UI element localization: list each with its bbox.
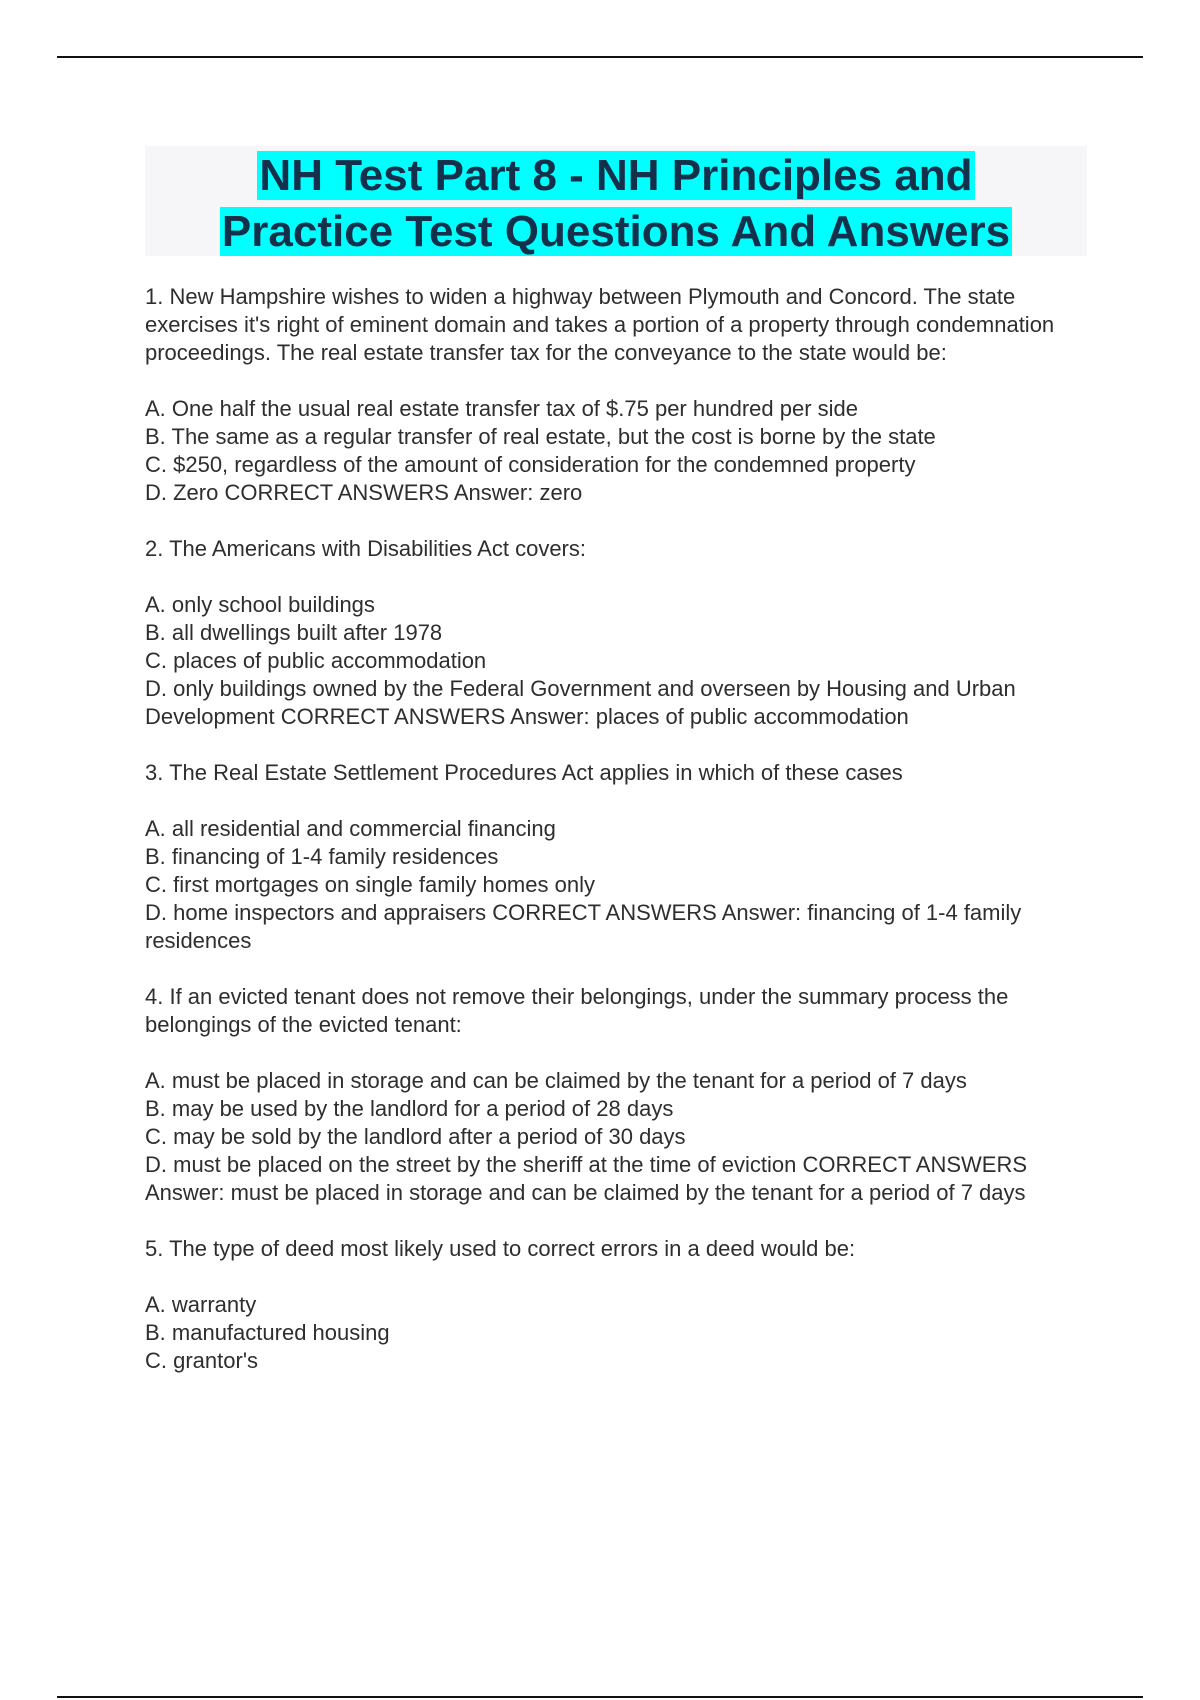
option-a: A. One half the usual real estate transfer tax of $.75 per hundred per side	[145, 396, 858, 421]
option-d: D. must be placed on the street by the sheriff at the time of eviction CORRECT ANSWERS Answer: must be placed in storage and can be claimed by the tenant for a period of 7 days	[145, 1152, 1028, 1205]
option-list	[145, 1291, 1090, 1375]
title-line-2: Practice Test Questions And Answers	[221, 207, 1011, 256]
title-line-1: NH Test Part 8 - NH Principles and	[259, 151, 973, 200]
question-text: 5. The type of deed most likely used to correct errors in a deed would be:	[145, 1236, 856, 1261]
question-text: 1. New Hampshire wishes to widen a highway between Plymouth and Concord. The state exercises it's right of eminent domain and takes a portion of a property through condemnation proceedings. The real estate transfer tax for the conveyance to the state would be:	[145, 284, 1055, 365]
option-b: B. all dwellings built after 1978	[145, 620, 443, 645]
bottom-rule	[57, 1696, 1143, 1698]
option-a: A. must be placed in storage and can be claimed by the tenant for a period of 7 days	[145, 1068, 967, 1093]
question-block	[145, 535, 1090, 731]
question-text: 2. The Americans with Disabilities Act covers:	[145, 536, 586, 561]
question-text: 4. If an evicted tenant does not remove their belongings, under the summary process the belongings of the evicted tenant:	[145, 984, 1009, 1037]
option-c: C. places of public accommodation	[145, 648, 487, 673]
title-box	[145, 146, 1087, 256]
question-block	[145, 983, 1090, 1207]
questions-content	[145, 283, 1090, 1403]
option-b: B. The same as a regular transfer of real estate, but the cost is borne by the state	[145, 424, 936, 449]
option-b: B. manufactured housing	[145, 1320, 390, 1345]
option-d: D. only buildings owned by the Federal Government and overseen by Housing and Urban Development CORRECT ANSWERS Answer: places of public accommodation	[145, 676, 1016, 729]
option-c: C. may be sold by the landlord after a period of 30 days	[145, 1124, 686, 1149]
option-list	[145, 815, 1090, 955]
option-c: C. grantor's	[145, 1348, 259, 1373]
option-a: A. all residential and commercial financing	[145, 816, 556, 841]
question-block	[145, 759, 1090, 955]
option-d: D. home inspectors and appraisers CORRECT ANSWERS Answer: financing of 1-4 family residences	[145, 900, 1022, 953]
option-list	[145, 395, 1090, 507]
option-a: A. only school buildings	[145, 592, 375, 617]
option-a: A. warranty	[145, 1292, 257, 1317]
option-list	[145, 591, 1090, 731]
option-c: C. first mortgages on single family homes only	[145, 872, 595, 897]
page-title	[145, 146, 1087, 260]
option-b: B. financing of 1-4 family residences	[145, 844, 499, 869]
option-c: C. $250, regardless of the amount of consideration for the condemned property	[145, 452, 916, 477]
question-text: 3. The Real Estate Settlement Procedures Act applies in which of these cases	[145, 760, 903, 785]
question-block	[145, 1235, 1090, 1375]
question-block	[145, 283, 1090, 507]
option-b: B. may be used by the landlord for a period of 28 days	[145, 1096, 674, 1121]
option-d: D. Zero CORRECT ANSWERS Answer: zero	[145, 480, 583, 505]
option-list	[145, 1067, 1090, 1207]
top-rule	[57, 56, 1143, 58]
